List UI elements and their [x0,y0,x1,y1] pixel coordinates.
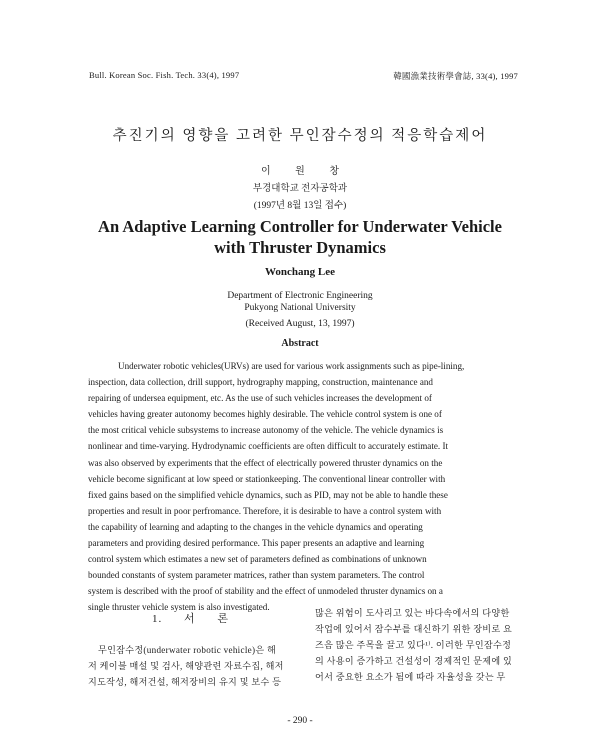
english-title-line-2: with Thruster Dynamics [214,238,386,257]
body-line: 의 사용이 증가하고 건설성이 경제적인 문제에 있 [315,656,513,666]
abstract-heading: Abstract [281,338,319,349]
section-heading: 1. 서 론 [151,613,229,625]
abstract-body [88,358,518,616]
english-affiliation [0,290,600,314]
body-line: 지도작성, 해저건설, 해저장비의 유지 및 보수 등 [88,677,282,687]
english-received-date: (Received August, 13, 1997) [245,319,355,329]
abstract-line: vehicles having greater autonomy becomes highly desirable. The vehicle control system is one of [88,409,442,420]
body-column-left [88,605,293,690]
body-column-right [315,605,520,685]
abstract-line: fixed gains based on the simplified vehicle dynamics, such as PID, may not be able to handle these [88,489,448,500]
abstract-line: properties and result in poor perfromance. Therefore, it is desirable to have a control system with [88,505,442,516]
running-head-left: Bull. Korean Soc. Fish. Tech. 33(4), 1997 [89,70,240,80]
abstract-line: was also observed by experiments that the effect of electrically powered thruster dynamics on the [88,457,443,468]
abstract-line: parameters and providing desired performance. This paper presents an adaptive and learning [88,538,425,549]
body-line: 작업에 있어서 잠수부를 대신하기 위한 장비로 요 [315,624,513,634]
body-line: 즈음 많은 주목을 끌고 있다¹⁾. 이러한 무인잠수정 [315,640,512,650]
korean-author: 이 원 창 [261,166,339,177]
korean-received-date: (1997년 8월 13일 접수) [253,201,347,211]
abstract-line: control system which estimates a new set of parameters defined as combinations of unknown [88,554,427,565]
korean-affiliation: 부경대학교 전자공학과 [252,184,348,194]
body-line: 무인잠수정(underwater robotic vehicle)은 해 [98,645,277,655]
korean-title: 추진기의 영향을 고려한 무인잠수정의 적응학습제어 [112,128,488,144]
affiliation-department: Department of Electronic Engineering [227,291,373,301]
english-author: Wonchang Lee [265,266,335,278]
english-title-line-1: An Adaptive Learning Controller for Underwater Vehicle [98,217,502,236]
abstract-line: system is described with the proof of stability and the effect of unmodeled thruster dynamics on a [88,586,443,597]
page-number: - 290 - [287,716,313,726]
body-line: 어서 중요한 요소가 됨에 따라 자율성을 갖는 무 [315,672,506,682]
abstract-line: the capability of learning and adapting to the changes in the vehicle dynamics and operating [88,521,423,532]
abstract-line: Underwater robotic vehicles(URVs) are used for various work assignments such as pipe-lining, [118,361,465,371]
abstract-line: bounded constants of system parameter matrices, rather than system parameters. The control [88,570,425,581]
affiliation-university: Pukyong National University [244,303,356,313]
running-head-right: 韓國漁業技術學會誌, 33(4), 1997 [393,71,518,81]
body-line: 저 케이블 매설 및 검사, 해양관련 자료수집, 해저 [88,661,284,671]
abstract-line: the most critical vehicle subsystems to increase autonomy of the vehicle. The vehicle dynamics is [88,425,444,436]
abstract-line: single thruster vehicle system is also investigated. [88,602,270,613]
body-line: 많은 위험이 도사리고 있는 바다속에서의 다양한 [315,608,510,618]
english-title [0,216,600,258]
abstract-line: inspection, data collection, drill support, hydrography mapping, construction, maintenance and [88,377,433,388]
abstract-line: vehicle become significant at low speed or stationkeeping. The conventional linear controller with [88,473,446,484]
abstract-line: nonlinear and time-varying. Hydrodynamic coefficients are often difficult to accurately estimate. It [88,441,448,452]
abstract-line: repairing of undersea equipment, etc. As the use of such vehicles increases the development of [88,393,432,404]
